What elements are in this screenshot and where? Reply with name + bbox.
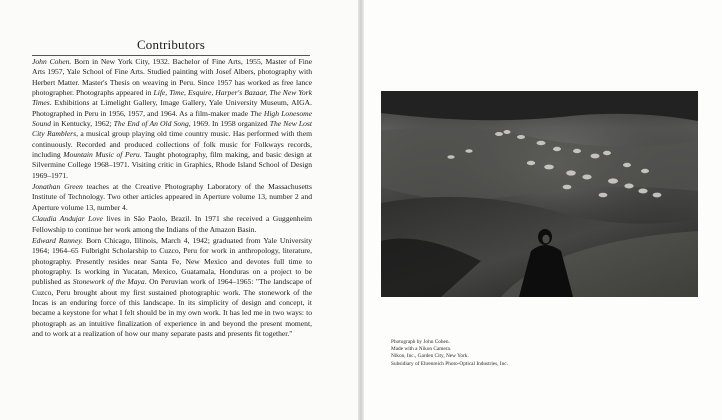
entry-name: John Cohen. — [32, 57, 72, 66]
contributors-text — [32, 57, 312, 340]
caption-line: Subsidiary of Ehrenreich Photo-Optical Industries, Inc. — [391, 360, 508, 367]
photo-caption — [391, 339, 691, 368]
page-gutter — [358, 0, 364, 420]
entry-john-cohen: John Cohen. Born in New York City, 1932. Bachelor of Fine Arts, 1955, Master of Fine Arts 1957, Yale School of Fine Arts. Studied painting with Josef Albers, photography with Herbert Matter. Master's Thesis on weaving in Peru. Since 1957 has worked as free lance photographer. Photographs appeared in Life, Time, Esquire, Harper's Bazaar, The New York Times. Exhibitions at Limelight Gallery, Image Gallery, Yale University Museum, AIGA. Photographed in Peru in 1956, 1957, and 1964. As a film-maker made The High Lonesome Sound in Kentucky, 1962; The End of An Old Song, 1969. In 1958 organized The New Lost City Ramblers, a musical group playing old time country music. Has performed with them continuously. Recorded and produced collections of folk music for Folkways records, including Mountain Music of Peru. Taught photography, film making, and basic design at Silvermine College 1968–1971. Visiting critic in Graphics, Rhode Island School of Design 1969–1971. — [32, 57, 313, 180]
entry-name: Edward Ranney. — [32, 235, 84, 245]
entry-jonathan-green: Jonathan Green teaches at the Creative Photography Laboratory of the Massachusetts Institute of Technology. Two other articles appeared in Aperture volume 13, number 2 and Aperture volume 13, number 4. — [32, 182, 312, 212]
photograph-andes-llamas — [381, 91, 698, 297]
entry-claudia-andujar-love: Claudia Andujar Love lives in São Paolo, Brazil. In 1971 she received a Guggenheim Fellowship to continue her work among the Indians of the Amazon Basin. — [32, 214, 312, 234]
entry-edward-ranney: Edward Ranney. Born Chicago, Illinois, March 4, 1942; graduated from Yale University 1964; 1964–65 Fulbright Scholarship to Cuzco, Peru for work in anthropology, literature, photography. Presently resides near Santa Fe, New Mexico and devotes full time to photography. Is working in Yucatan, Mexico, Guatamala, Honduras on a project to be published as Stonework of the Maya. On Peruvian work of 1964–1965: "The landscape of Cuzco, Peru brought about my first sustained photographic work. The stonework of the Incas is an enduring force of this landscape. In its simplicity of design and concept, it became a keystone for what I felt should be in my own work. It has led me in two ways: to photograph as an intuitive finalization of experience in and beyond the present moment, and to work at a realization of how our many separate pasts and presents fit together." — [32, 235, 313, 338]
title-rule — [32, 55, 310, 56]
caption-line: Nikon, Inc., Garden City, New York. — [391, 353, 469, 360]
caption-line: Made with a Nikon Camera. — [391, 346, 452, 353]
entry-name: Claudia Andujar Love — [32, 214, 103, 224]
entry-name: Jonathan Green — [32, 182, 83, 192]
page-title: Contributors — [136, 37, 206, 52]
caption-line: Photograph by John Cohen. — [391, 339, 450, 345]
